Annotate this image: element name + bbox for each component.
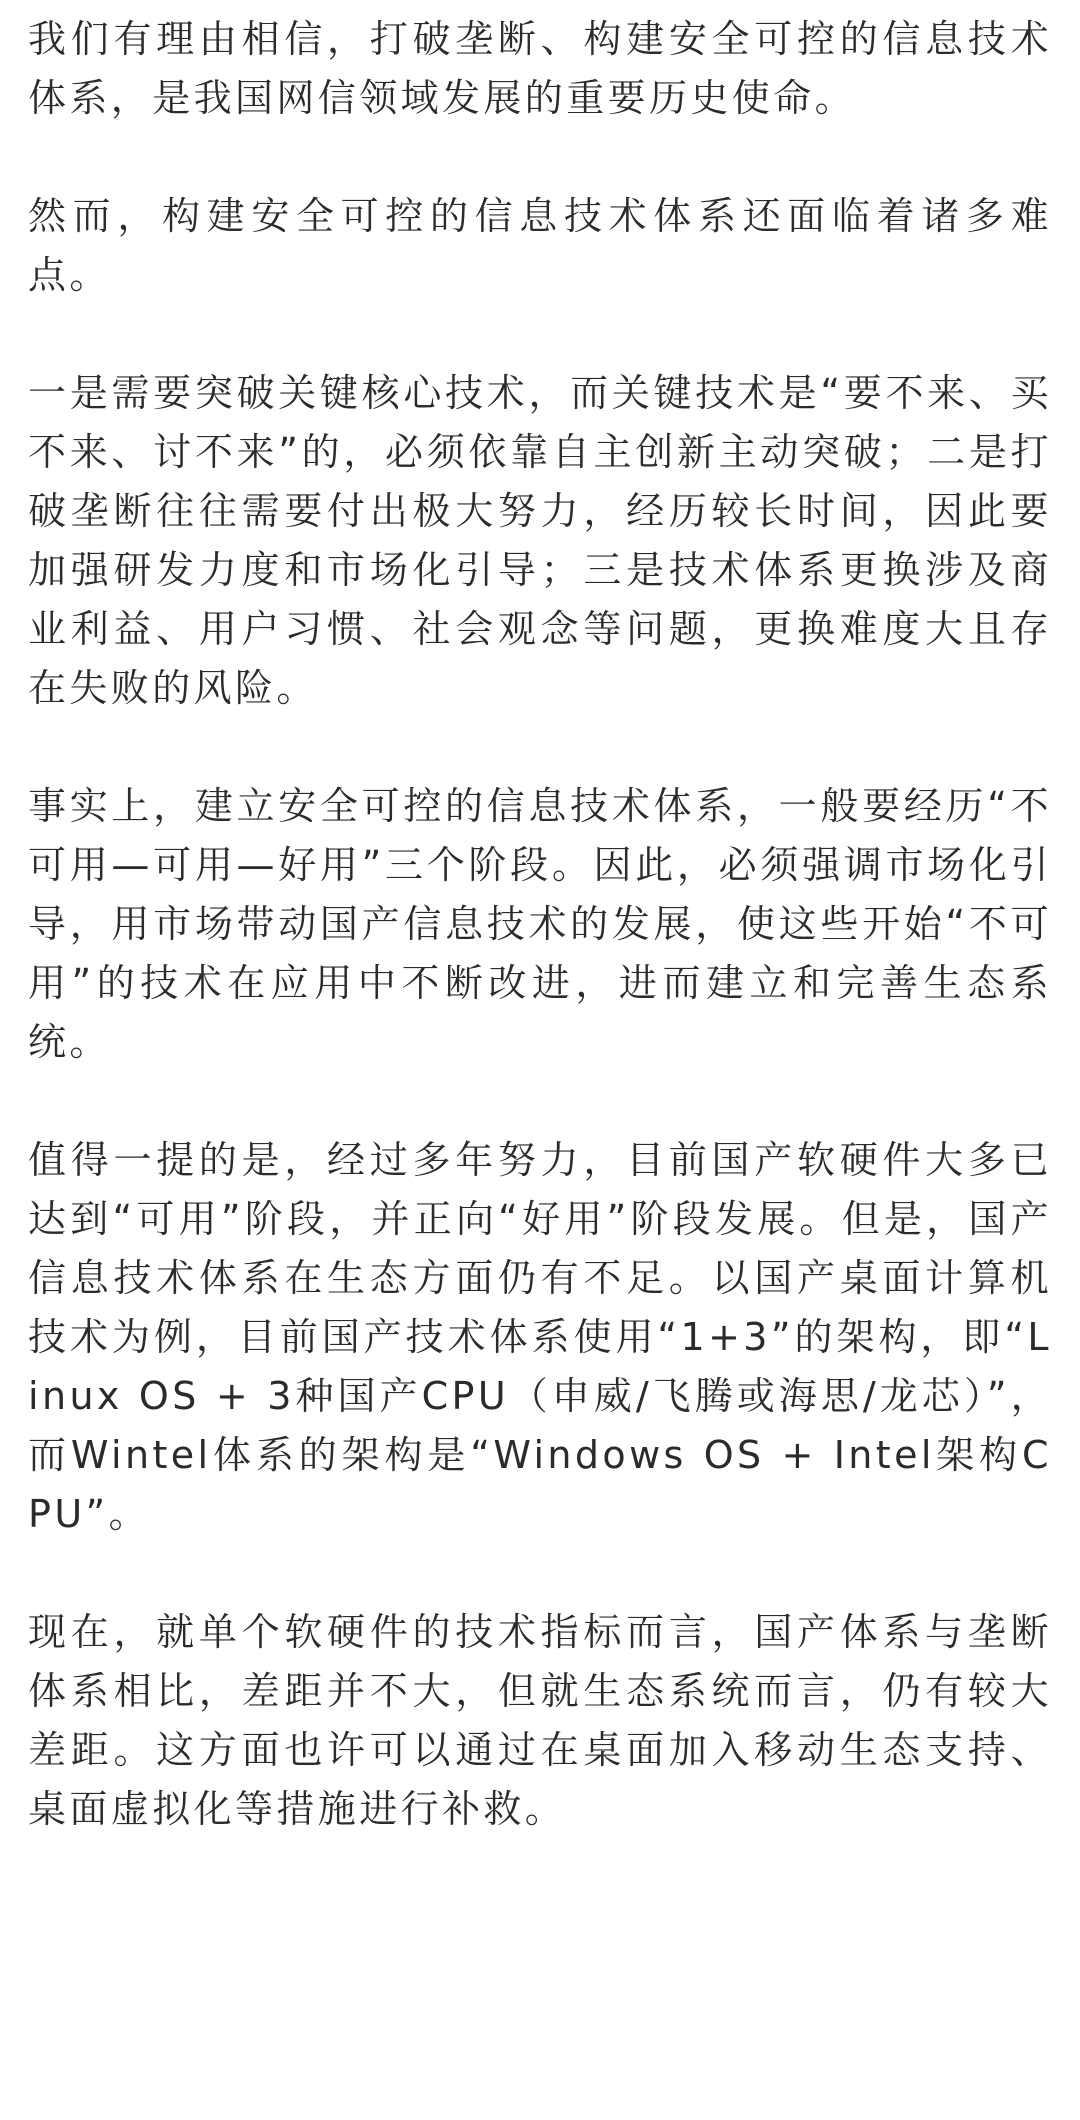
paragraph-ecosystem-gap: 现在，就单个软硬件的技术指标而言，国产体系与垄断体系相比，差距并不大，但就生态系统而言，仍有较大差距。这方面也许可以通过在桌面加入移动生态支持、桌面虚拟化等措施进行补救。 — [28, 1610, 1052, 1831]
paragraph-current-progress: 值得一提的是，经过多年努力，目前国产软硬件大多已达到“可用”阶段，并正向“好用”阶段发展。但是，国产信息技术体系在生态方面仍有不足。以国产桌面计算机技术为例，目前国产技术体系使用“1+3”的架构，即“Linux OS + 3种国产CPU（申威/飞腾或海思/龙芯）”，而Wintel体系的架构是“Windows OS + Intel架构CPU”。 — [28, 1138, 1052, 1536]
paragraph-difficulties-intro: 然而，构建安全可控的信息技术体系还面临着诸多难点。 — [28, 194, 1052, 297]
paragraph-three-stages: 事实上，建立安全可控的信息技术体系，一般要经历“不可用—可用—好用”三个阶段。因此，必须强调市场化引导，用市场带动国产信息技术的发展，使这些开始“不可用”的技术在应用中不断改进，进而建立和完善生态系统。 — [28, 784, 1052, 1064]
paragraph-mission: 我们有理由相信，打破垄断、构建安全可控的信息技术体系，是我国网信领域发展的重要历史使命。 — [28, 17, 1052, 120]
paragraph-difficulties-list: 一是需要突破关键核心技术，而关键技术是“要不来、买不来、讨不来”的，必须依靠自主创新主动突破；二是打破垄断往往需要付出极大努力，经历较长时间，因此要加强研发力度和市场化引导；三是技术体系更换涉及商业利益、用户习惯、社会观念等问题，更换难度大且存在失败的风险。 — [28, 371, 1052, 710]
